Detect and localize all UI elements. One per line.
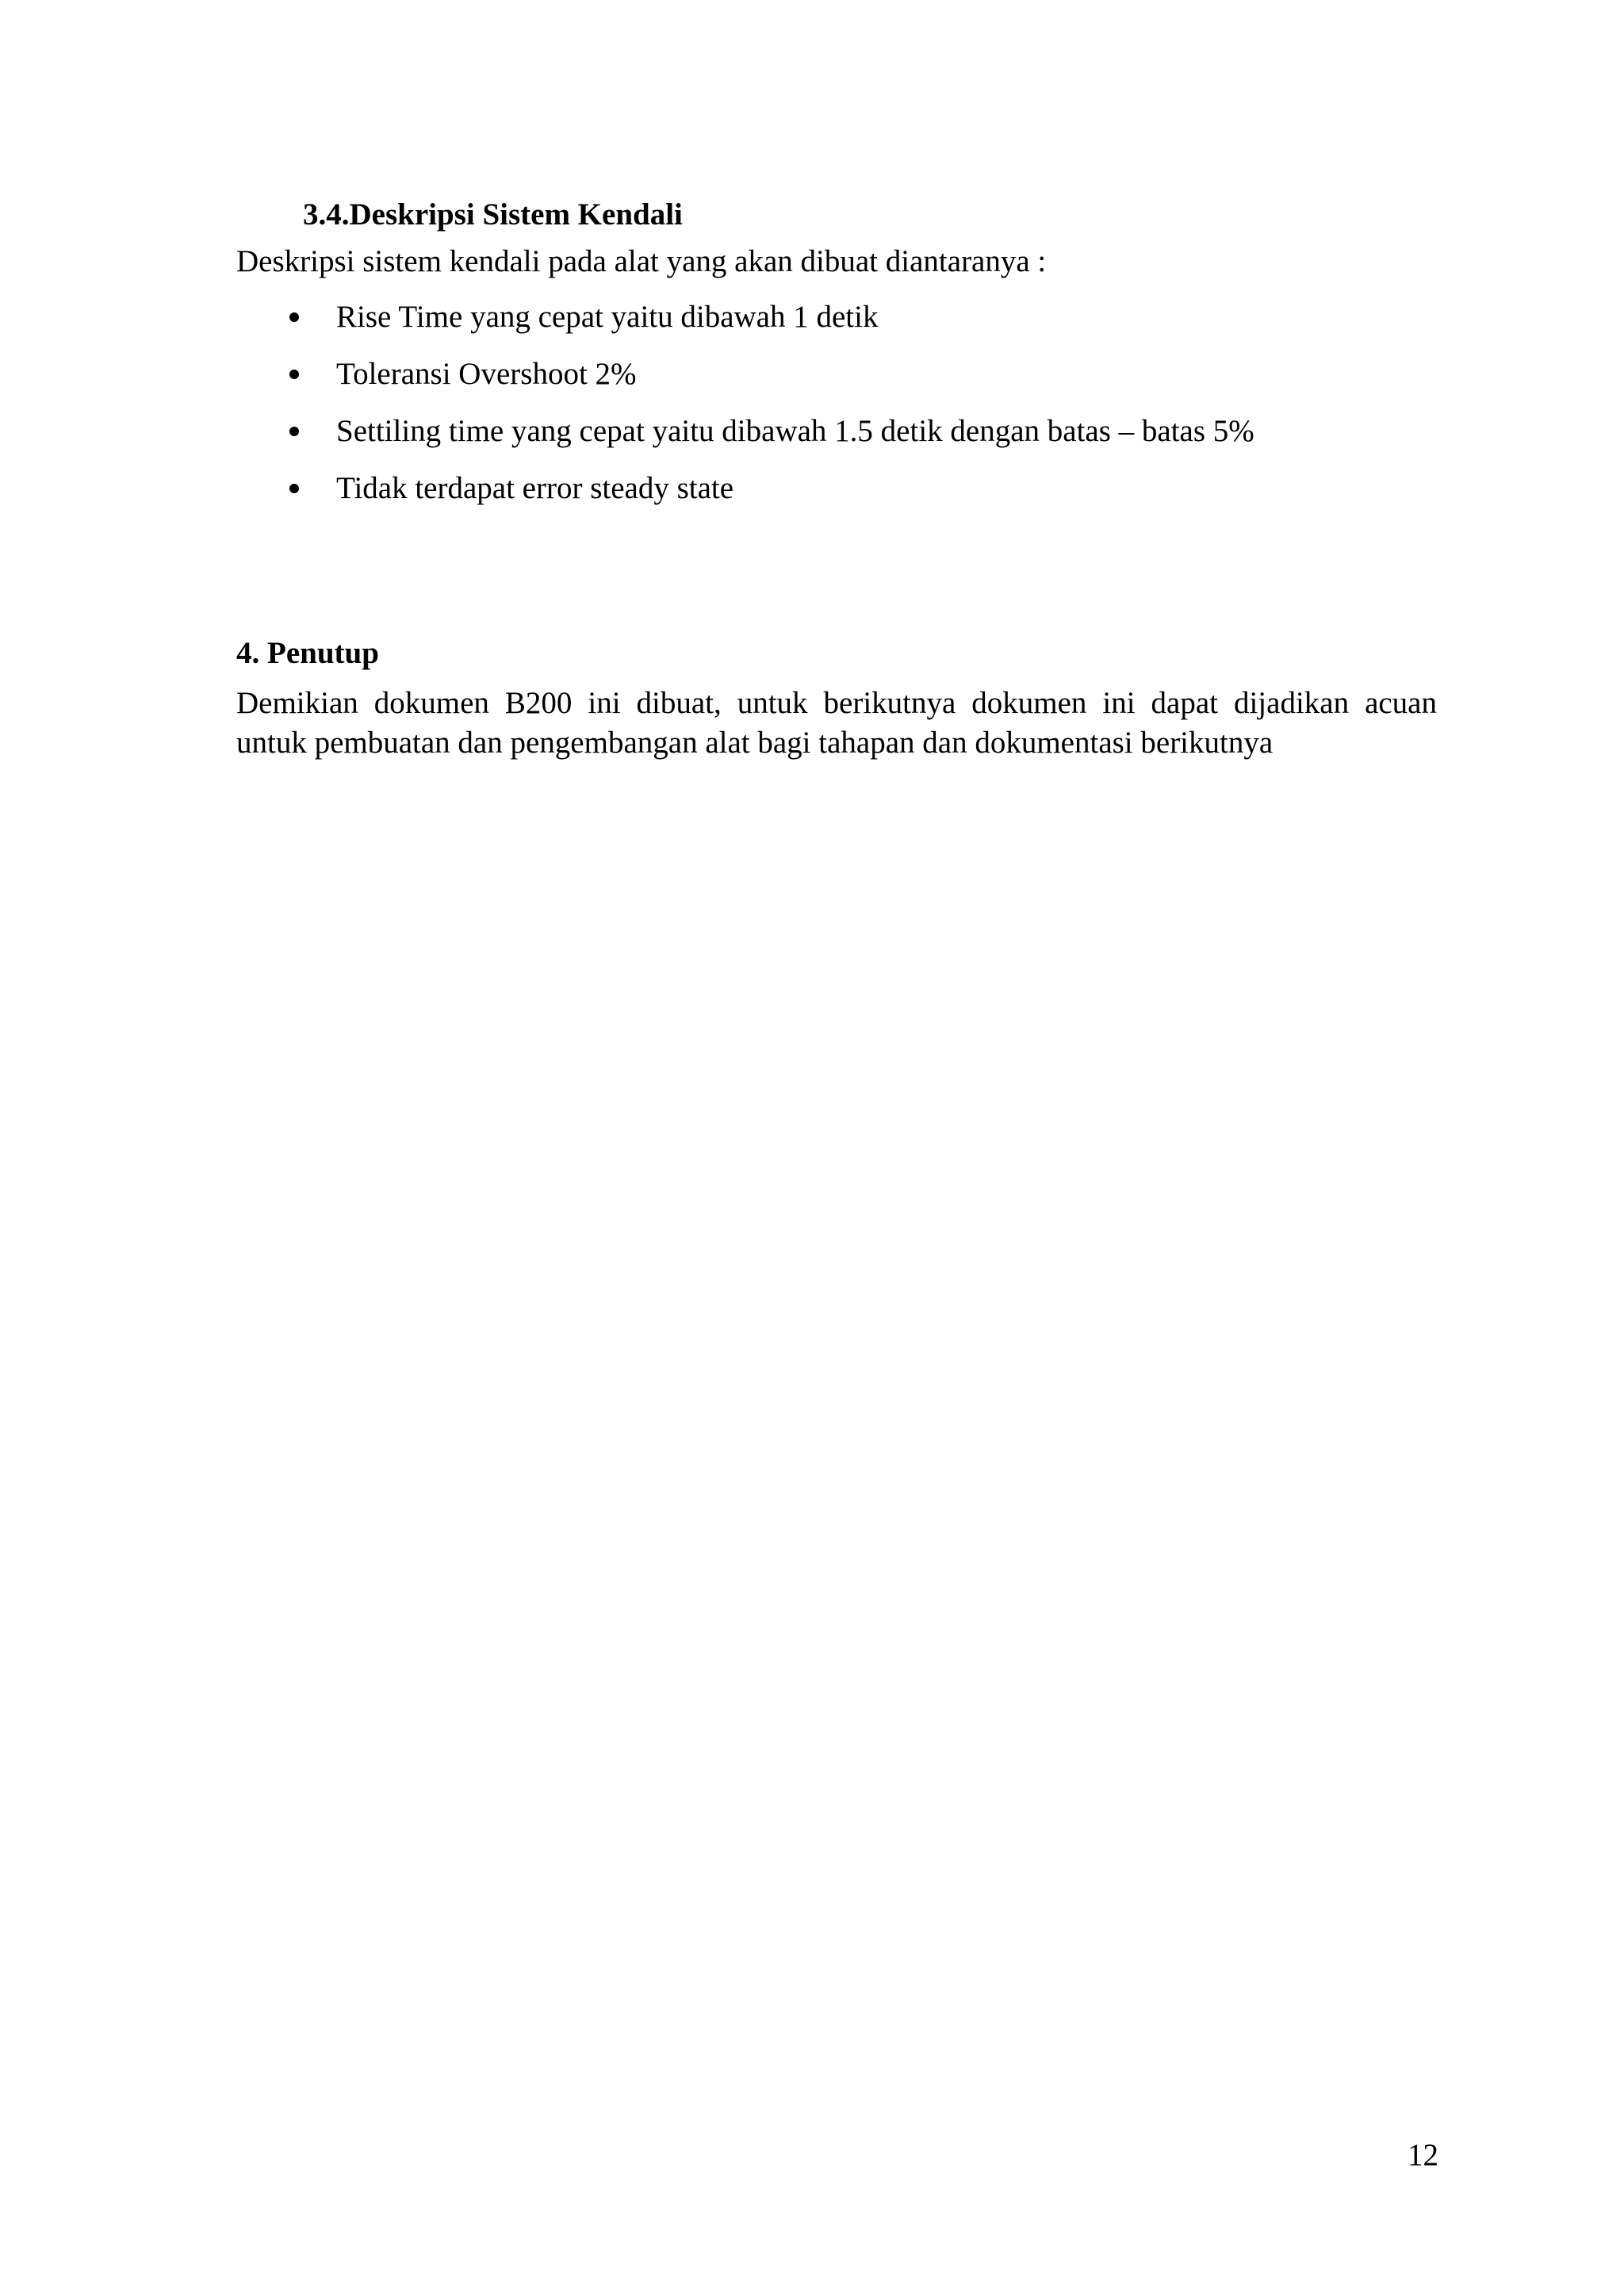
bullet-icon bbox=[289, 312, 299, 322]
list-item-text: Toleransi Overshoot 2% bbox=[336, 357, 637, 391]
page-number: 12 bbox=[1408, 2138, 1438, 2172]
list-item-text: Settiling time yang cepat yaitu dibawah 1.5 detik dengan batas – batas 5% bbox=[336, 414, 1254, 448]
bullet-icon bbox=[289, 484, 299, 493]
section-intro: Deskripsi sistem kendali pada alat yang akan dibuat diantaranya : bbox=[236, 244, 1047, 278]
closing-heading: 4. Penutup bbox=[236, 636, 379, 670]
list-item-text: Tidak terdapat error steady state bbox=[336, 471, 734, 505]
list-item-text: Rise Time yang cepat yaitu dibawah 1 detik bbox=[336, 300, 879, 334]
closing-line: Demikian dokumen B200 ini dibuat, untuk berikutnya dokumen ini dapat dijadikan acuan bbox=[236, 686, 1437, 720]
section-heading: 3.4.Deskripsi Sistem Kendali bbox=[303, 197, 683, 232]
closing-line: untuk pembuatan dan pengembangan alat bagi tahapan dan dokumentasi berikutnya bbox=[236, 726, 1274, 760]
bullet-icon bbox=[289, 427, 299, 436]
bullet-icon bbox=[289, 370, 299, 379]
closing-paragraph bbox=[236, 684, 1437, 763]
